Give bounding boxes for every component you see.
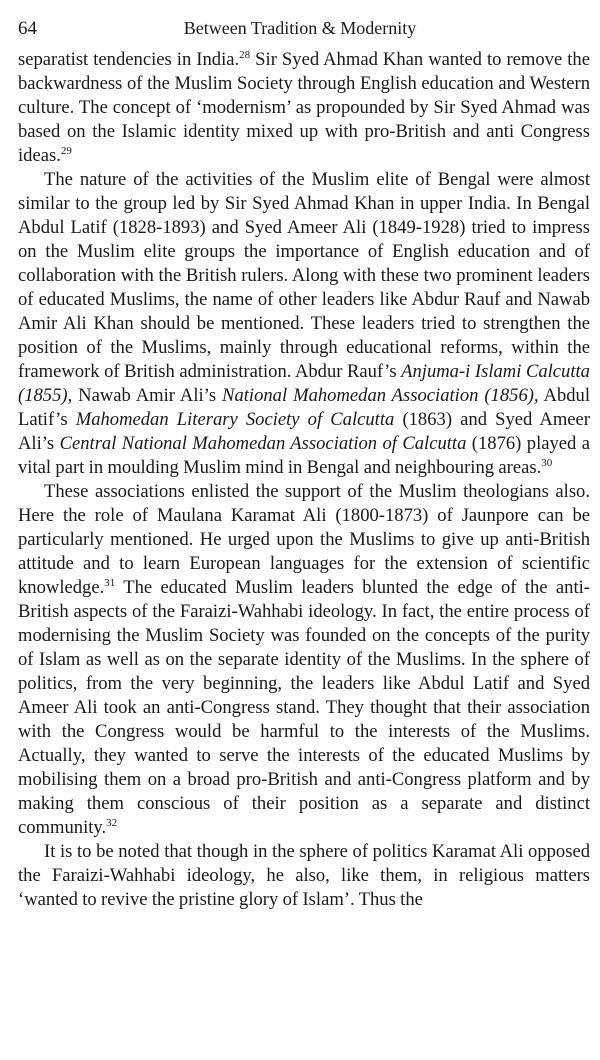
footnote-ref: 32 bbox=[106, 817, 118, 829]
paragraph bbox=[18, 840, 590, 912]
footnote-ref: 31 bbox=[104, 577, 116, 589]
footnote-ref: 29 bbox=[60, 145, 72, 157]
footnote-ref: 30 bbox=[541, 457, 553, 469]
text-run: The nature of the activities of the Muslim elite of Bengal were almost similar to the group led by Sir Syed Ahmad Khan in upper India. In Bengal Abdul Latif (1828-1893) and Syed Ameer Ali (1849-1928) tried to impress on the Muslim elite groups the importance of English education and of collaboration with the British rulers. Along with these two prominent leaders of educated Muslims, the name of other leaders like Abdur Rauf and Nawab Amir Ali Khan should be mentioned. These leaders tried to strengthen the position of the Muslims, mainly through educational reforms, within the framework of British administration. Abdur Rauf’s bbox=[18, 169, 590, 382]
italic-title: Central National Mahomedan Association of Calcutta bbox=[59, 433, 467, 454]
text-run: Abdul Latif’s bbox=[18, 385, 590, 430]
body-text bbox=[18, 48, 590, 912]
italic-title: National Mahomedan Association (1856), bbox=[222, 385, 539, 406]
text-run: , Nawab Amir Ali’s bbox=[67, 385, 223, 406]
footnote-ref: 28 bbox=[239, 49, 251, 61]
running-title: Between Tradition & Modernity bbox=[183, 18, 417, 38]
text-run: It is to be noted that though in the sphere of politics Karamat Ali opposed the Faraizi-Wahhabi ideology, he also, like them, in religious matters ‘wanted to revive the pristine glory of Islam’. Thus the bbox=[18, 841, 590, 910]
text-run: These associations enlisted the support of the Muslim theologians also. Here the role of Maulana Karamat Ali (1800-1873) of Jaunpore can be particularly mentioned. He urged upon the Muslims to give up anti-British attitude and to learn European languages for the extension of scientific knowledge. bbox=[18, 481, 590, 598]
text-run: separatist tendencies in India. bbox=[18, 49, 240, 70]
page-number: 64 bbox=[18, 18, 37, 39]
text-run: (1876) played a vital part in moulding Muslim mind in Bengal and neighbouring areas. bbox=[18, 433, 590, 478]
running-header bbox=[0, 12, 600, 44]
text-run: Sir Syed Ahmad Khan wanted to remove the backwardness of the Muslim Society through English education and Western culture. The concept of ‘modernism’ as propounded by Sir Syed Ahmad was based on the Islamic identity mixed up with pro-British and anti Congress ideas. bbox=[18, 49, 590, 166]
paragraph bbox=[18, 480, 590, 840]
text-run: (1863) and Syed Ameer Ali’s bbox=[18, 409, 590, 454]
paragraph bbox=[18, 168, 590, 480]
italic-title: Mahomedan Literary Society of Calcutta bbox=[75, 409, 395, 430]
italic-title: Anjuma-i Islami Calcutta (1855) bbox=[18, 361, 590, 406]
text-run: The educated Muslim leaders blunted the edge of the anti-British aspects of the Faraizi-Wahhabi ideology. In fact, the entire process of modernising the Muslim Society was founded on the concepts of the purity of Islam as well as on the separate identity of the Muslims. In the sphere of politics, from the very beginning, the leaders like Abdul Latif and Syed Ameer Ali took an anti-Congress stand. They thought that their association with the Congress would be harmful to the interests of the Muslims. Actually, they wanted to serve the interests of the educated Muslims by mobilising them on a broad pro-British and anti-Congress platform and by making them conscious of their position as a separate and distinct community. bbox=[18, 577, 590, 838]
paragraph bbox=[18, 48, 590, 168]
